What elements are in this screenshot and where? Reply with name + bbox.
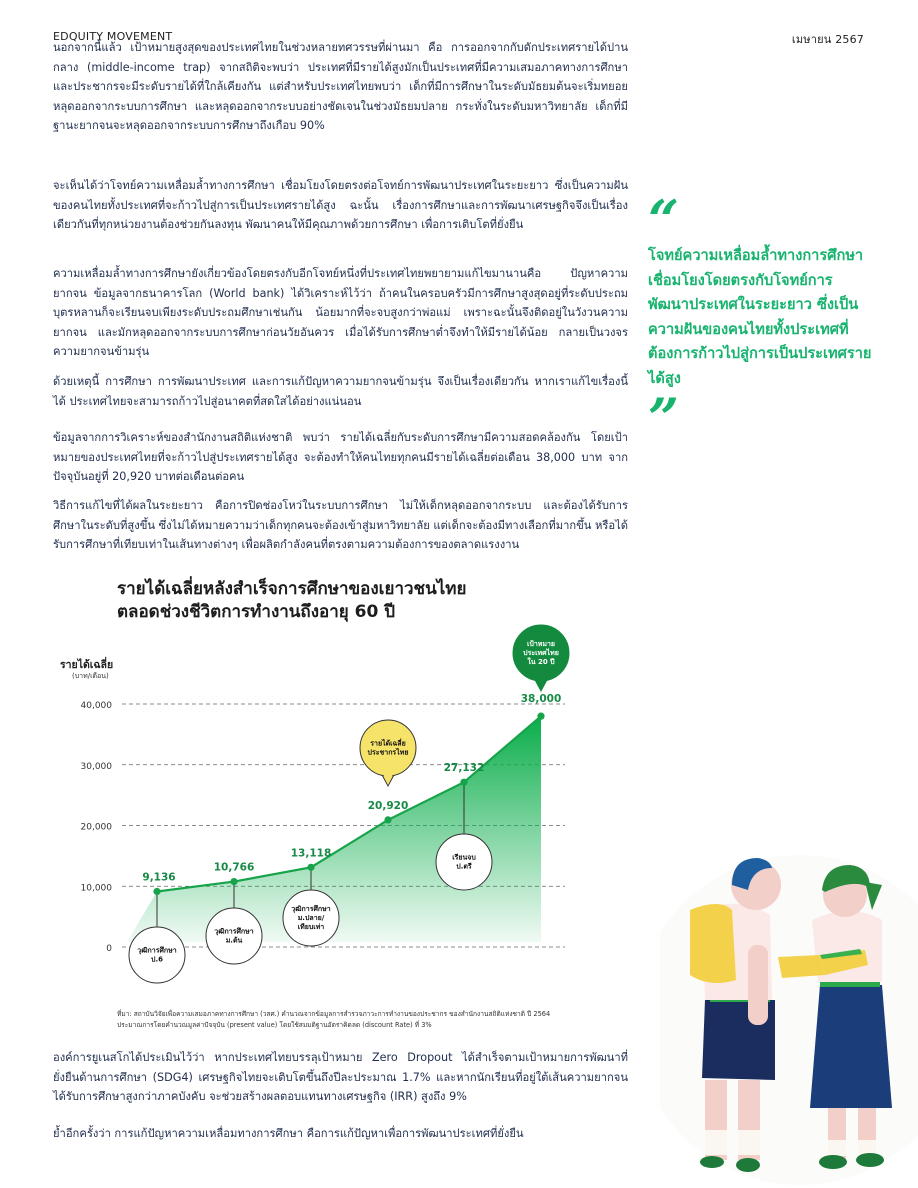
y-tick-label: 20,000 [80, 822, 112, 833]
source-line: ประมาณการโดยคำนวณมูลค่าปัจจุบัน (present value) โดยใช้สมมติฐานอัตราคิดลด (discount Rate) ที่ 3% [117, 1021, 432, 1029]
data-point [384, 816, 391, 823]
paragraph: จะเห็นได้ว่าโจทย์ความเหลื่อมล้ำทางการศึกษา เชื่อมโยงโดยตรงต่อโจทย์การพัฒนาประเทศในระยะยาว ซึ่งเป็นความฝันของคนไทยทั้งประเทศที่จะก้าวไปสู่การเป็นประเทศรายได้สูง ฉะนั้น เรื่องการศึกษาและการพัฒนาเศรษฐกิจจึงเป็นเรื่องเดียวกันที่ทุกหน่วยงานต้องช่วยกันลงทุน พัฒนาคนให้มีคุณภาพด้วยการศึกษา เพื่อการเติบโตที่ยั่งยืน [53, 179, 628, 232]
open-quote-icon: “ [648, 188, 680, 252]
annotation-text: รายได้เฉลี่ย [370, 739, 406, 748]
data-point [460, 779, 467, 786]
data-label: 10,766 [213, 861, 255, 874]
annotation-text: ป.6 [151, 955, 163, 964]
brand-name: EDQUITY MOVEMENT [53, 30, 173, 43]
y-tick-label: 40,000 [80, 701, 112, 711]
annotation-text: ม.ปลาย/ [297, 914, 325, 922]
pull-quote-text: โจทย์ความเหลื่อมล้ำทางการศึกษา เชื่อมโยงโดยตรงกับโจทย์การพัฒนาประเทศในระยะยาว ซึ่งเป็นความฝันของคนไทยทั้งประเทศที่ต้องการก้าวไปสู่การเป็นประเทศรายได้สูง [648, 247, 872, 387]
annotation-text: ประเทศไทย [523, 649, 559, 657]
paragraph: นอกจากนี้แล้ว เป้าหมายสูงสุดของประเทศไทยในช่วงหลายทศวรรษที่ผ่านมา คือ การออกจากกับดักประเทศรายได้ปานกลาง (middle-income trap) จากสถิติจะพบว่า ประเทศที่มีรายได้สูงมักเป็นประเทศที่มีความเสมอภาคทางการศึกษา และประชากรจะมีระดับรายได้ที่ใกล้เคียงกัน แต่สำหรับประเทศไทยพบว่า เด็กที่มีการศึกษาในระดับมัธยมต้นจะเริ่มทยอยหลุดออกจากระบบการศึกษา และหลุดออกจากระบบอย่างชัดเจนในช่วงมัธยมปลาย กระทั่งในระดับมหาวิทยาลัย เด็กที่มีฐานะยากจนจะหลุดออกจากระบบการศึกษาถึงเกือบ 90% [53, 41, 628, 133]
source-line: ที่มา: สถาบันวิจัยเพื่อความเสมอภาคทางการศึกษา (วสศ.) คำนวณจากข้อมูลการสำรวจภาวะการทำงานของประชากร ของสำนักงานสถิติแห่งชาติ ปี 2564 [117, 1010, 551, 1018]
students-illustration [660, 840, 918, 1188]
paragraph: ข้อมูลจากการวิเคราะห์ของสำนักงานสถิติแห่งชาติ พบว่า รายได้เฉลี่ยกับระดับการศึกษามีความสอดคล้องกัน โดยเป้าหมายของประเทศไทยที่จะก้าวไปสู่ประเทศรายได้สูง จะต้องทำให้คนไทยทุกคนมีรายได้เฉลี่ยต่อเดือน 38,000 บาท จากปัจจุบันอยู่ที่ 20,920 บาทต่อเดือนต่อคน [53, 431, 628, 484]
data-label: 13,118 [290, 847, 332, 860]
paragraph: ความเหลื่อมล้ำทางการศึกษายังเกี่ยวข้องโดยตรงกับอีกโจทย์หนึ่งที่ประเทศไทยพยายามแก้ไขมานานคือ ปัญหาความยากจน ข้อมูลจากธนาคารโลก (World bank) ได้วิเคราะห์ไว้ว่า ถ้าคนในครอบครัวมีการศึกษาสูงสุดอยู่ที่ระดับประถม บุตรหลานก็จะเรียนจบเพียงระดับประถมศึกษาเช่นกัน น้อยมากที่จะจบสูงกว่าพ่อแม่ เพราะฉะนั้นจึงติดอยู่ในวังวนความยากจน และมักหลุดออกจากระบบการศึกษาก่อนวัยอันควร เมื่อได้รับการศึกษาต่ำจึงทำให้มีรายได้น้อย กลายเป็นวงจรความยากจนข้ามรุ่น [53, 267, 628, 359]
data-label: 38,000 [520, 693, 562, 706]
y-tick-label: 30,000 [80, 761, 112, 772]
data-label: 9,136 [142, 871, 176, 884]
annotation-text: ม.ต้น [225, 936, 243, 945]
data-point [153, 888, 160, 895]
data-label: 20,920 [367, 799, 409, 812]
chart-title-line: รายได้เฉลี่ยหลังสำเร็จการศึกษาของเยาวชนไทย [117, 579, 467, 599]
chart-source [117, 1009, 597, 1031]
paragraph: ด้วยเหตุนี้ การศึกษา การพัฒนาประเทศ และการแก้ปัญหาความยากจนข้ามรุ่น จึงเป็นเรื่องเดียวกัน หากเราแก้ไขเรื่องนี้ได้ ประเทศไทยจะสามารถก้าวไปสู่อนาคตที่สดใสได้อย่างแน่นอน [53, 375, 628, 408]
y-axis-label: รายได้เฉลี่ย [60, 659, 114, 671]
annotation-text: เป้าหมาย [526, 639, 556, 648]
annotation-text: วุฒิการศึกษา [291, 904, 331, 913]
annotation-text: ใน 20 ปี [527, 658, 555, 667]
annotation-text: ประชากรไทย [367, 748, 409, 757]
issue-date: เมษายน 2567 [791, 33, 864, 46]
data-point [230, 878, 237, 885]
data-point [307, 864, 314, 871]
data-point [537, 713, 544, 720]
chart-title-line: ตลอดช่วงชีวิตการทำงานถึงอายุ 60 ปี [117, 602, 396, 622]
annotation-text: วุฒิการศึกษา [214, 927, 254, 936]
data-label: 27,132 [443, 762, 485, 775]
annotation-text: เรียนจบ [452, 853, 476, 862]
paragraph: วิธีการแก้ไขที่ได้ผลในระยะยาว คือการปิดช่องโหว่ในระบบการศึกษา ไม่ให้เด็กหลุดออกจากระบบ และต้องได้รับการศึกษาในระดับที่สูงขึ้น ซึ่งไม่ได้หมายความว่าเด็กทุกคนจะต้องเข้าสู่มหาวิทยาลัย แต่เด็กจะต้องมีทางเลือกที่มากขึ้น หรือได้รับการศึกษาที่เทียบเท่าในเส้นทางต่างๆ เพื่อผลิตกำลังคนที่ตรงตามความต้องการของตลาดแรงงาน [53, 499, 628, 552]
annotation-text: ป.ตรี [456, 862, 472, 871]
y-tick-label: 10,000 [80, 883, 112, 894]
annotation-text: วุฒิการศึกษา [137, 946, 177, 955]
paragraph: องค์การยูเนสโกได้ประเมินไว้ว่า หากประเทศไทยบรรลุเป้าหมาย Zero Dropout ได้สำเร็จตามเป้าหมายการพัฒนาที่ยั่งยืนด้านการศึกษา (SDG4) เศรษฐกิจไทยจะเติบโตขึ้นถึงปีละประมาณ 1.7% และหากนักเรียนที่อยู่ใต้เส้นความยากจนได้รับการศึกษาสูงกว่าภาคบังคับ จะช่วยสร้างผลตอบแทนทางเศรษฐกิจ (IRR) สูงถึง 9% [53, 1051, 628, 1104]
close-quote-icon: ” [648, 385, 680, 450]
y-tick-label: 0 [106, 944, 112, 954]
annotation-text: เทียบเท่า [297, 923, 325, 932]
paragraph: ย้ำอีกครั้งว่า การแก้ปัญหาความเหลื่อมทางการศึกษา คือการแก้ปัญหาเพื่อการพัฒนาประเทศที่ยั่งยืน [53, 1127, 524, 1140]
y-axis-unit: (บาท/เดือน) [72, 672, 109, 680]
